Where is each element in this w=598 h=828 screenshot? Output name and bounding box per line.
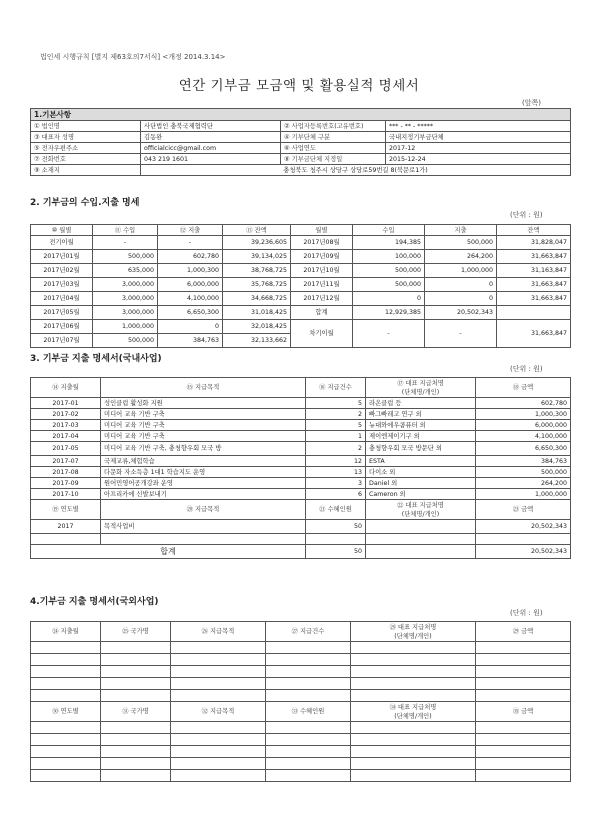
table-row [31, 520, 571, 534]
table-row [31, 746, 571, 758]
expense-cell: 4,100,000 [158, 292, 223, 306]
balance-cell [497, 306, 571, 320]
table-row [31, 770, 571, 782]
table-row [31, 678, 571, 690]
field-label: ② 사업자등록번호(고유번호) [281, 121, 386, 132]
month-cell: 2017년11월 [291, 278, 353, 292]
table-row [31, 456, 571, 467]
basic-row [31, 121, 571, 132]
form-reference: 법인세 시행규칙 [별지 제63호의7서식] <개정 2014.3.14> [40, 53, 226, 61]
month-cell: 전기이월 [31, 236, 93, 250]
column-header: 수입 [353, 225, 425, 236]
field-label: ⑤ 전자우편주소 [31, 143, 141, 154]
expense-cell: 1,000,000 [425, 264, 497, 278]
month-cell: 2017년12월 [291, 292, 353, 306]
recipient-cell: Daniel 외 [366, 478, 476, 489]
overseas-summary-header-row [31, 702, 571, 722]
balance-cell: 31,018,425 [223, 306, 291, 320]
count-cell: 5 [306, 398, 366, 409]
recipient-header: ㉒ 대표 지급처명 [397, 501, 444, 509]
recipient-cell: 라온클럽 등 [366, 398, 476, 409]
unit-label: (단위 : 원) [510, 211, 543, 219]
year-cell: 2017 [31, 520, 101, 534]
amount-cell: 1,000,000 [476, 489, 571, 500]
expense-cell: 6,000,000 [158, 278, 223, 292]
column-header: ㉕ 국가명 [101, 622, 171, 642]
amount-cell: 602,780 [476, 398, 571, 409]
total-label: 합계 [31, 545, 306, 559]
income-cell: 500,000 [353, 278, 425, 292]
income-header-row [31, 225, 571, 236]
purpose-cell: 미디어 교육 기반 구축 [101, 431, 306, 442]
summary-header-row [31, 500, 571, 520]
recipient-cell [366, 520, 476, 534]
column-header: ㉚ 연도별 [31, 702, 101, 722]
column-header: ㉜ 지급목적 [171, 702, 266, 722]
table-row [31, 292, 571, 306]
section-overseas-title: 4.기부금 지출 명세서(국외사업) [30, 597, 159, 607]
empty-cell [101, 534, 306, 545]
expense-cell: 500,000 [425, 236, 497, 250]
column-header: ⑳ 지급목적 [101, 500, 306, 520]
income-total: 12,929,385 [353, 306, 425, 320]
recipient-subheader: (단체명/개인) [401, 388, 440, 396]
recipient-cell: 다이소 외 [366, 467, 476, 478]
table-row [31, 278, 571, 292]
field-value: *** - ** - ***** [386, 121, 571, 132]
recipient-header: ⑰ 대표 지급처명 [397, 379, 444, 387]
expense-cell: 0 [425, 278, 497, 292]
column-header [366, 378, 476, 398]
carryover-label: 차기이월 [291, 320, 353, 348]
month-cell: 2017년02월 [31, 264, 93, 278]
front-page-label: (앞쪽) [522, 99, 541, 107]
purpose-cell: 미디어 교육 기반 구축 [101, 409, 306, 420]
field-value: 국내지정기부금단체 [386, 132, 571, 143]
month-cell: 2017-08 [31, 467, 101, 478]
column-header: ㉔ 지출월 [31, 622, 101, 642]
amount-cell: 6,000,000 [476, 420, 571, 431]
purpose-cell: 미디어 교육 기반 구축 [101, 420, 306, 431]
month-cell: 2017-10 [31, 489, 101, 500]
empty-cell [366, 534, 476, 545]
income-cell: - [93, 236, 158, 250]
table-row [31, 264, 571, 278]
table-row [31, 306, 571, 320]
column-header: ㉟ 금액 [476, 702, 571, 722]
amount-cell: 20,502,343 [476, 520, 571, 534]
table-row [31, 690, 571, 702]
income-cell: 1,000,000 [93, 320, 158, 334]
month-cell: 2017-09 [31, 478, 101, 489]
table-row [31, 467, 571, 478]
field-value: 김동완 [141, 132, 281, 143]
field-label: ⑦ 전화번호 [31, 154, 141, 165]
month-cell: 2017년04월 [31, 292, 93, 306]
table-row [31, 398, 571, 409]
count-cell: 2 [306, 409, 366, 420]
field-label: ⑥ 사업연도 [281, 143, 386, 154]
purpose-cell: 국제교류,체험학습 [101, 456, 306, 467]
purpose-cell: 아프리카에 신발보내기 [101, 489, 306, 500]
overseas-header-row [31, 622, 571, 642]
column-header: ⑱ 금액 [476, 378, 571, 398]
column-header [351, 622, 476, 642]
month-cell: 2017년09월 [291, 250, 353, 264]
income-cell: 3,000,000 [93, 292, 158, 306]
table-row [31, 320, 571, 334]
column-header: ㉗ 지급건수 [266, 622, 351, 642]
column-header: ㉙ 금액 [476, 622, 571, 642]
amount-cell: 1,000,300 [476, 409, 571, 420]
recipient-cell: 제이엔제이기구 외 [366, 431, 476, 442]
month-cell: 2017-07 [31, 456, 101, 467]
expense-cell: 6,650,300 [158, 306, 223, 320]
table-row [31, 489, 571, 500]
recipient-cell: 뉴대와에우콤퓨터 외 [366, 420, 476, 431]
recipient-cell: 충청향우회 모국 방문단 외 [366, 442, 476, 456]
expense-cell: 0 [425, 292, 497, 306]
table-row [31, 409, 571, 420]
empty-cell [306, 534, 366, 545]
expense-cell: 0 [158, 320, 223, 334]
column-header: ㉓ 금액 [476, 500, 571, 520]
expense-total: 20,502,343 [425, 306, 497, 320]
count-cell: 5 [306, 420, 366, 431]
empty-cell [476, 534, 571, 545]
column-header: ⑫ 지출 [158, 225, 223, 236]
unit-label: (단위 : 원) [510, 365, 543, 373]
month-cell: 2017년03월 [31, 278, 93, 292]
amount-cell: 6,650,300 [476, 442, 571, 456]
income-cell: 194,385 [353, 236, 425, 250]
balance-cell: 32,133,662 [223, 334, 291, 348]
purpose-cell: 원어민영어공개강좌 운영 [101, 478, 306, 489]
expense-cell: 602,780 [158, 250, 223, 264]
table-row [31, 431, 571, 442]
column-header: 잔액 [497, 225, 571, 236]
month-cell: 2017년01월 [31, 250, 93, 264]
table-row [31, 734, 571, 746]
table-row [31, 250, 571, 264]
unit-label: (단위 : 원) [510, 609, 543, 617]
table-row [31, 236, 571, 250]
total-beneficiaries: 50 [306, 545, 366, 559]
field-value: 2017-12 [386, 143, 571, 154]
balance-cell: 39,134,025 [223, 250, 291, 264]
table-row [31, 478, 571, 489]
balance-cell: 34,668,725 [223, 292, 291, 306]
domestic-header-row [31, 378, 571, 398]
table-row [31, 654, 571, 666]
expense-cell: 264,200 [425, 250, 497, 264]
basic-row [31, 165, 571, 176]
section-domestic-title: 3. 기부금 지출 명세서(국내사업) [30, 354, 162, 364]
total-row [31, 545, 571, 559]
month-cell: 2017년08월 [291, 236, 353, 250]
column-header: ⑮ 지급목적 [101, 378, 306, 398]
basic-row [31, 154, 571, 165]
table-row [31, 420, 571, 431]
column-header: ⑬ 잔액 [223, 225, 291, 236]
total-label: 합계 [291, 306, 353, 320]
field-label: ⑧ 기부금단체 지정일 [281, 154, 386, 165]
field-label: ③ 대표자 성명 [31, 132, 141, 143]
column-header: ㉖ 지급목적 [171, 622, 266, 642]
recipient-subheader: (단체명/개인) [394, 712, 432, 720]
balance-cell: 31,163,847 [497, 264, 571, 278]
basic-info-table [30, 108, 571, 176]
balance-cell: 31,663,847 [497, 250, 571, 264]
month-cell: 2017년05월 [31, 306, 93, 320]
field-label: ⑨ 소재지 [31, 165, 141, 176]
amount-cell: 384,763 [476, 456, 571, 467]
purpose-cell: 목적사업비 [101, 520, 306, 534]
count-cell: 13 [306, 467, 366, 478]
purpose-cell: 성인클럽 활성화 지원 [101, 398, 306, 409]
income-cell: 500,000 [93, 250, 158, 264]
field-value: 2015-12-24 [386, 154, 571, 165]
column-header: 지출 [425, 225, 497, 236]
recipient-header: ㉘ 대표 지급처명 [389, 623, 437, 631]
table-row [31, 722, 571, 734]
month-cell: 2017년06월 [31, 320, 93, 334]
month-cell: 2017-05 [31, 442, 101, 456]
income-cell: 500,000 [353, 264, 425, 278]
table-row [31, 534, 571, 545]
purpose-cell: 다문화 자소득층 1대1 학습지도 운영 [101, 467, 306, 478]
overseas-expense-table [30, 621, 571, 782]
column-header: ⑩ 월별 [31, 225, 93, 236]
purpose-cell: 미디어 교육 기반 구축, 충청향우회 모국 방 [101, 442, 306, 456]
amount-cell: 500,000 [476, 467, 571, 478]
count-cell: 3 [306, 478, 366, 489]
column-header: ㉛ 국가명 [101, 702, 171, 722]
table-row [31, 666, 571, 678]
empty-cell [31, 534, 101, 545]
month-cell: 2017년10월 [291, 264, 353, 278]
field-value: officialcicc@gmail.com [141, 143, 281, 154]
column-header: ⑪ 수입 [93, 225, 158, 236]
field-label: ④ 기부단체 구분 [281, 132, 386, 143]
count-cell: 12 [306, 456, 366, 467]
income-cell: 0 [353, 292, 425, 306]
balance-cell: 31,828,047 [497, 236, 571, 250]
basic-row [31, 143, 571, 154]
column-header [351, 702, 476, 722]
month-cell: 2017-02 [31, 409, 101, 420]
income-cell: 635,000 [93, 264, 158, 278]
recipient-cell: Cameron 외 [366, 489, 476, 500]
income-table [30, 224, 571, 348]
field-label: ① 법인명 [31, 121, 141, 132]
total-amount: 20,502,343 [476, 545, 571, 559]
balance-cell: 32,018,425 [223, 320, 291, 334]
balance-cell: 35,768,725 [223, 278, 291, 292]
recipient-subheader: (단체명/개인) [401, 510, 440, 518]
expense-cell: 384,763 [158, 334, 223, 348]
column-header: ㉑ 수혜인원 [306, 500, 366, 520]
carryover-income: - [353, 320, 425, 348]
month-cell: 2017-01 [31, 398, 101, 409]
table-row [31, 442, 571, 456]
column-header [366, 500, 476, 520]
expense-cell: - [158, 236, 223, 250]
section-income-title: 2. 기부금의 수입.지출 명세 [30, 198, 140, 208]
amount-cell: 264,200 [476, 478, 571, 489]
carryover-expense: - [425, 320, 497, 348]
domestic-expense-table [30, 377, 571, 559]
expense-cell: 1,000,300 [158, 264, 223, 278]
balance-cell: 31,663,847 [497, 278, 571, 292]
count-cell: 6 [306, 489, 366, 500]
count-cell: 2 [306, 442, 366, 456]
recipient-subheader: (단체명/개인) [394, 632, 432, 640]
table-row [31, 642, 571, 654]
basic-row [31, 132, 571, 143]
income-cell: 500,000 [93, 334, 158, 348]
recipient-cell: 빠그빠래고 연구 외 [366, 409, 476, 420]
column-header: ⑲ 연도별 [31, 500, 101, 520]
count-cell: 1 [306, 431, 366, 442]
balance-cell: 38,768,725 [223, 264, 291, 278]
month-cell: 2017년07월 [31, 334, 93, 348]
column-header: 월별 [291, 225, 353, 236]
column-header: ⑯ 지급건수 [306, 378, 366, 398]
field-value: 043 219 1601 [141, 154, 281, 165]
address-value: 충청북도 청주시 상당구 상당로59번길 8(북문로1가) [141, 165, 571, 176]
empty-cell [366, 545, 476, 559]
month-cell: 2017-03 [31, 420, 101, 431]
table-row [31, 758, 571, 770]
page-title: 연간 기부금 모금액 및 활용실적 명세서 [178, 78, 420, 94]
recipient-cell: ESTA [366, 456, 476, 467]
section-basic-title: 1.기본사항 [31, 109, 571, 121]
recipient-header: ㉞ 대표 지급처명 [389, 703, 437, 711]
month-cell: 2017-04 [31, 431, 101, 442]
carryover-balance: 31,663,847 [497, 320, 571, 348]
beneficiary-cell: 50 [306, 520, 366, 534]
income-cell: 3,000,000 [93, 278, 158, 292]
column-header: ㉝ 수혜인원 [266, 702, 351, 722]
amount-cell: 4,100,000 [476, 431, 571, 442]
balance-cell: 31,663,847 [497, 292, 571, 306]
field-value: 사단법인 충북국제협력단 [141, 121, 281, 132]
income-cell: 3,000,000 [93, 306, 158, 320]
income-cell: 100,000 [353, 250, 425, 264]
balance-cell: 39,236,605 [223, 236, 291, 250]
column-header: ⑭ 지출월 [31, 378, 101, 398]
